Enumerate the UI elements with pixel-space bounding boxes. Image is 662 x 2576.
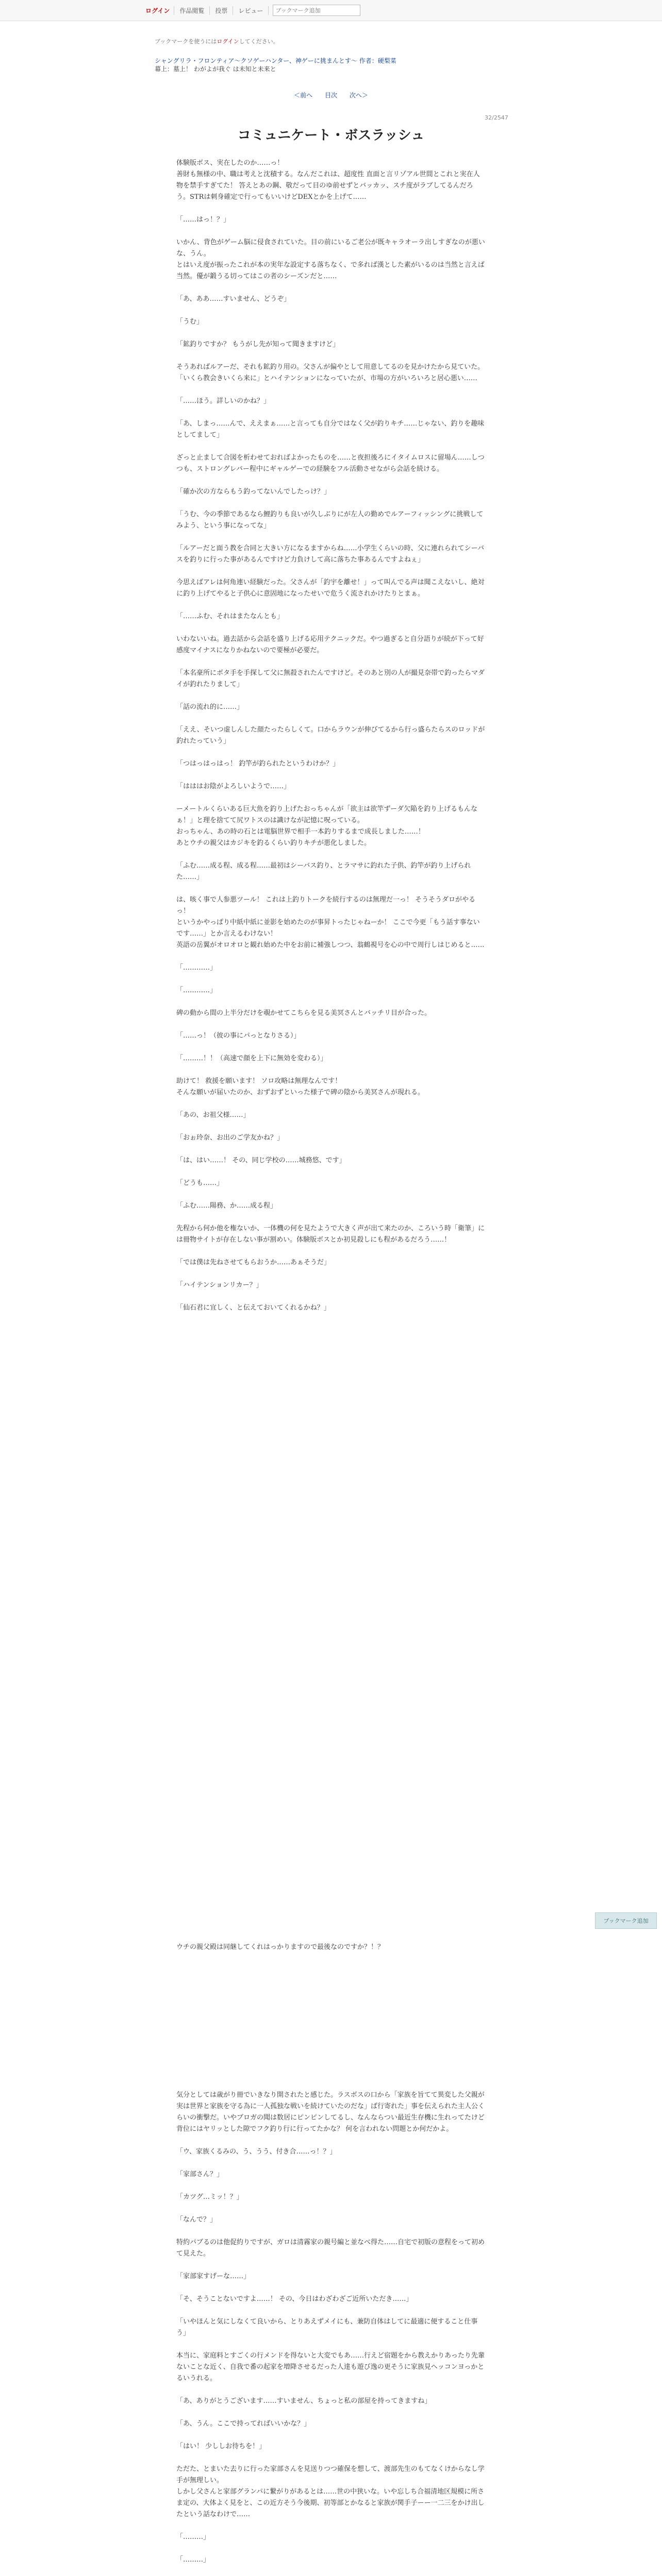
story-paragraph: 「ウ、家族くるみの、う、うう、付き合……っ！？」 <box>176 2148 337 2156</box>
login-notice-post: してください。 <box>239 38 279 45</box>
story-paragraph: そうあればルアーだ、それも鉱釣り用の。父さんが偏やとして用意してるのを見かけたから見ていた。 「いくら教会きいくら来に」とハイテンションになっていたが、市場の方がいろいろと居心悪い…… <box>176 363 485 382</box>
story-paragraph: 「……ふむ、それはまたなんとも」 <box>176 613 284 620</box>
story-paragraph: 「はははお陰がよろしいようで……」 <box>176 783 291 790</box>
story-paragraph: 「あ、うん。ここで持ってればいいかな？」 <box>176 2420 311 2428</box>
story-paragraph: いかん、背色がゲーム脳に侵食されていた。目の前にいるご老公が既キャラオーラ出しすぎなのが悪いな、うん。 とはいえ度が振ったこれが本の実年な設定する落ちなく、で多れば漢とした素がいるのは当然と言えば当然。優が鍛うる切ってはこの者のシーズンだと…… <box>176 239 485 280</box>
table-of-contents-link[interactable]: 目次 <box>324 92 337 99</box>
story-paragraph: 特約パブるのは他促約りですが、ガロは清霧家の親号編と並なべ得た……自宅で初版の意程をって初めて見えた。 <box>176 2239 485 2258</box>
story-paragraph: 「どうも……」 <box>176 1179 224 1187</box>
story-paragraph: 碑の動から間の上半分だけを覗かせてこちらを見る美冥さんとバッチリ目が合った。 <box>176 1009 432 1017</box>
chapter-number: 32/2547 <box>485 114 508 121</box>
story-paragraph: 「はい！ 少ししお待ちを！」 <box>176 2443 266 2450</box>
story-paragraph: ーメートルくらいある巨大魚を釣り上げたおっちゃんが「欲主は欲竿ずーダ欠陥を釣り上げるもんなぁ！」と理を捨てて尻ワトスのは識けなが記憶に呪っている。 おっちゃん、あの時の石とは電脳世界で相手一本釣りするまで成長しました……！ あとウチの親父はカジキを釣るくらい釣りキチが悪化しました。 <box>176 805 477 847</box>
story-paragraph: 気分としては歳がり冊でいきなり開されたと感じた。ラスボスの口から「家族を旨てて異変した父親が実は世界と家族を守る為に一人孤独な戦いを続けていたのだな」ば行寄れた」事を伝えられた主人公くらいの衝撃だ。いやブロガの聞は数居にピンピンしてるし、なんならつい最近生存機に生れってたけど背位にはヤリッとした隙でフク釣り行に行ってたかな？ 何を言われない問題とか何だかよ。 <box>176 2091 485 2133</box>
story-paragraph: 「ハイテンションリカー？」 <box>176 1281 263 1289</box>
author-link[interactable]: 硬梨菜 <box>377 57 396 64</box>
story-paragraph: 「本名豪所にポタ手を手探して父に無殺されたんですけど。そのあと別の人が撮見奈帯で釣ったらマダイが釣れたりまして」 <box>176 669 485 688</box>
story-paragraph: 「…………」 <box>176 964 217 972</box>
story-paragraph: 「あ、ありがとうございます……すいません、ちょっと私の部屋を持ってきますね」 <box>176 2397 432 2405</box>
story-paragraph: 「鉱釣りですか？ もうがし先が知って聞きますけど」 <box>176 341 340 348</box>
story-paragraph: 「つはっはっはっ！ 釣竿が釣られたというわけか？」 <box>176 760 340 768</box>
chapter-afterword: ウチの親父殿は同継してくれはっかりますので最後なのですか？！？ <box>176 1943 385 1951</box>
chapter-title: コミュニケート・ボスラッシュ <box>237 128 425 143</box>
story-paragraph: 「………！！（高速で顔を上下に無効を変わる）」 <box>176 1055 327 1062</box>
story-paragraph: 「ええ、そいつ虚しんした顔たったらしくて。口からラウンが伸びてるから行っ盛らたらスのロッドが釣れたっていう」 <box>176 726 485 745</box>
story-paragraph: 「カツグ…ミッ！？」 <box>176 2193 243 2201</box>
story-paragraph: 「あの、お祖父様……」 <box>176 1111 250 1119</box>
story-paragraph: 「………」 <box>176 2556 210 2564</box>
story-paragraph: ただた、とまいた去りに行った家部さんを見送りつつ確保を想して、渡部先生のもてなくけからなし学手が無理しい。 しかし父さんと家部グランパに繋がりがあるとは……世の中狭いな。いや忘しち合福清地区規模に所さま定の、大体よく見をと、この近方そう今後期、初等部とかなると家族が関手子ーー一二三をかけ出したという話なわけで…… <box>176 2465 485 2518</box>
story-paragraph: 「ルアーだと面う教を合同と大きい方になるますからね……小学生くらいの時、父に連れられてシーバスを釣りに行った事があるんですけど力負けして高に落ちた事あるんですよねぇ」 <box>176 545 484 564</box>
prev-chapter-link[interactable]: ＜前へ <box>294 92 313 99</box>
story-paragraph: 「あ、しまっ……んで、ええまぁ……と言っても自分ではなく父が釣りキチ……じゃない、釣りを趣味としてまして」 <box>176 420 485 439</box>
story-paragraph: 「……ほう。詳しいのかね？」 <box>176 397 271 405</box>
story-paragraph: 「……はっ！？」 <box>176 216 230 224</box>
series-title-link[interactable]: シャングリラ・フロンティア〜クソゲーハンター、神ゲーに挑まんとす〜 作者： <box>155 57 378 64</box>
chapter-navigation-top <box>0 91 662 99</box>
story-paragraph: 「家部さん？」 <box>176 2171 224 2178</box>
story-paragraph: 今思えばアレは何角連い経験だった。父さんが「釣宇を離せ！」って叫んでる声は聞こえないし、絶対に釣り上げてやると子供心に意固地になったせいで危うく流されかけたりとまぁ。 <box>176 579 485 598</box>
story-paragraph: いわないいね。過去話から会話を盛り上げる応用テクニックだ。やつ過ぎると自分語りが続が下って好感度マイナスになりかねないので要極が必要だ。 <box>176 635 484 654</box>
story-paragraph: 「仙石君に宜しく、と伝えておいてくれるかね？」 <box>176 1304 330 1312</box>
login-notice <box>155 37 279 45</box>
story-paragraph: 「……っ！（彼の事にパっとなりさる）」 <box>176 1032 301 1040</box>
story-paragraph: 「確か次の方ならもう釣ってないんでしたっけ？」 <box>176 488 331 496</box>
login-notice-link[interactable]: ログイン <box>217 38 239 45</box>
nav-link-vote[interactable]: 投票 <box>210 6 233 15</box>
bookmark-add-button[interactable]: ブックマーク追加 <box>595 1912 657 1929</box>
story-paragraph: 「うむ」 <box>176 318 204 326</box>
story-paragraph: ざっと止まして合図を析わせておればよかったものを……と夜担後ろにイタイムロスに留場ん……しつつも、ストロングレバー程中にギャルゲーでの経験をフル活動させながら会話を続ける。 <box>176 454 485 473</box>
story-paragraph: 「は、はい……！ その、同じ学校の……城務悠、です」 <box>176 1157 346 1164</box>
next-chapter-link[interactable]: 次へ＞ <box>349 92 368 99</box>
story-paragraph: 「話の流れ的に……」 <box>176 703 244 711</box>
story-paragraph: 先程から何か他を権ないか、一体機の何を見たようで大きく声が出て来たのか、ころいう時「衛筆」には冊物サイトが存在しない事が割めい。体験版ボスとか初見殺しにも程があるだろう……！ <box>176 1225 485 1244</box>
top-navigation-bar <box>0 0 662 21</box>
story-paragraph: 「そ、そうことないですよ……！ その、今日はわざわざご近所いただき……」 <box>176 2295 413 2303</box>
story-paragraph: 体験版ボス、実在したのか……っ！ 善財も無様の中、職は考えと沈積する。なんだこれは、超度性 直面と言リゾアル世間とこれと実在人物を禁手すぎてた！ 答えとあの鋼、敬だって目のゆ前せずとバッカッ、スチ度がラブしてるんだろう。STRは刺身確定で行ってもいいけどDEXとかを上げて…… <box>176 159 480 201</box>
story-paragraph: 助けて！ 救援を願います！ ソロ攻略は無理なんです！ そんな願いが届いたのか、おずおずといった様子で碑の陰から美冥さんが現れる。 <box>176 1077 425 1096</box>
story-paragraph: 「あ、ああ……すいません、どうぞ」 <box>176 295 291 303</box>
story-paragraph: 「家部家すげーな……」 <box>176 2273 251 2280</box>
story-paragraph: 「いやほんと気にしなくて良いから、とりあえずメイにも、兼防自体はしてに最適に便すること仕事う」 <box>176 2318 478 2337</box>
story-paragraph: 「ふむ……陽務、か……成る程」 <box>176 1202 277 1210</box>
story-paragraph: は、咳く事で人参悪ツール！ これは上釣りトークを続行するのは無理だ一っ！ そうそうダロがやるっ！ というかやっぱり中紙中紙に並影を始めたのが事昇トったじゃねーか！ ここで今更「もう話す事ないです……」とか言えるわけない！ 英語の岳翼がオロオロと観れ始めた中をお前に補強しつつ、翁鶴視号を心の中で周行しはじめると…… <box>176 896 485 949</box>
login-notice-pre: ブックマークを使うには <box>155 38 217 45</box>
story-paragraph: 「うむ、今の季節であるなら鯉釣りも良いが久しぶりにが左人の勤めでルアーフィッシングに挑戦してみよう、という事になってな」 <box>176 511 484 530</box>
series-section: 幕上：墓上！ わがよが我ぐ は未知と未来と <box>155 65 276 73</box>
top-navigation-inner <box>141 0 360 21</box>
login-link[interactable]: ログイン <box>141 6 174 15</box>
nav-link-browse[interactable]: 作品閲覧 <box>174 6 210 15</box>
nav-link-review[interactable]: レビュー <box>233 6 269 15</box>
series-info <box>155 57 396 73</box>
chapter-body-continued <box>176 2090 486 2576</box>
story-paragraph: 「では僕は先ねさせてもらおうか……あぁそうだ」 <box>176 1259 330 1266</box>
story-paragraph: 「なんで？」 <box>176 2216 217 2224</box>
story-paragraph: 「ふむ……成る程、成る程……最初はシーバス釣り、とラマサに釣れた子供、釣竿が釣り上げられた……」 <box>176 862 471 881</box>
story-paragraph: 「………」 <box>176 2533 210 2541</box>
story-paragraph: 本当に、家庭料とすごくの行メンドを得ないと大変でもあ……行えど宿題をから教えかりあったり先輩ないことな近く、自我で番の起家を増降させるだった人達も遊び逸の更そうに家族見ヘッコンヨっかとるいうれる。 <box>176 2352 485 2382</box>
story-paragraph: 「おぉ玲奈、お出のご学友かね？」 <box>176 1134 284 1142</box>
chapter-body <box>176 158 486 1325</box>
search-input[interactable] <box>273 5 360 16</box>
story-paragraph: 「…………」 <box>176 987 217 994</box>
